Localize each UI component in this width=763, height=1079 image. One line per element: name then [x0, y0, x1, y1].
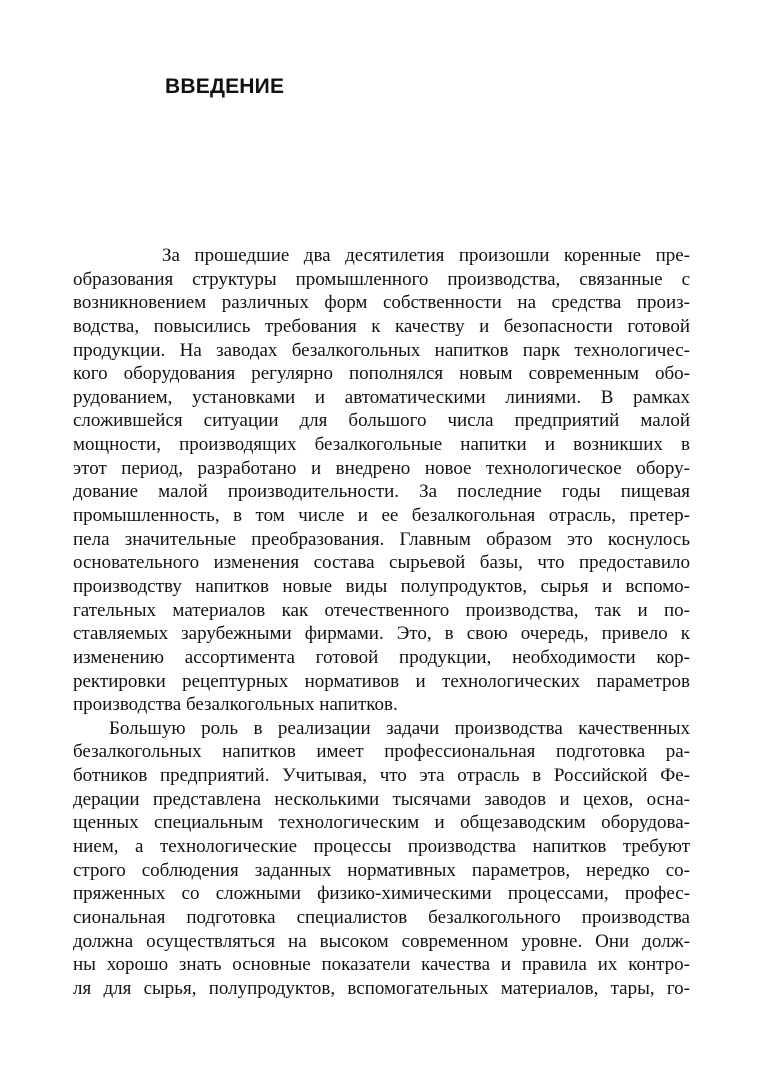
- text-line: гательных материалов как отечественного производства, так и по-: [73, 599, 690, 621]
- text-line: производству напитков новые виды полупродуктов, сырья и вспомо-: [73, 575, 690, 597]
- text-line: За прошедшие два десятилетия произошли коренные пре-: [162, 245, 690, 266]
- text-line: строго соблюдения заданных нормативных параметров, нередко со-: [73, 859, 690, 881]
- text-line: изменению ассортимента готовой продукции, необходимости кор-: [73, 646, 690, 668]
- text-line: промышленность, в том числе и ее безалкогольная отрасль, претер-: [73, 505, 690, 527]
- text-line: мощности, производящих безалкогольные напитки и возникших в: [73, 434, 690, 456]
- text-line: ля для сырья, полупродуктов, вспомогательных материалов, тары, го-: [73, 977, 690, 999]
- text-line: производства безалкогольных напитков.: [73, 694, 398, 716]
- text-line: ботников предприятий. Учитывая, что эта отрасль в Российской Фе-: [73, 765, 690, 787]
- text-line: кого оборудования регулярно пополнялся новым современным обо-: [73, 363, 690, 385]
- text-line: водства, повысились требования к качеству и безопасности готовой: [73, 315, 690, 337]
- text-line: пряженных со сложными физико-химическими процессами, профес-: [73, 883, 690, 905]
- text-line: дование малой производительности. За последние годы пищевая: [73, 481, 690, 503]
- text-line: щенных специальным технологическим и общезаводским оборудова-: [73, 812, 690, 834]
- paragraph-2: [73, 717, 690, 1001]
- text-line: нием, а технологические процессы производства напитков требуют: [73, 836, 690, 858]
- text-line: ставляемых зарубежными фирмами. Это, в свою очередь, привело к: [73, 623, 690, 645]
- text-line: дерации представлена несколькими тысячами заводов и цехов, осна-: [73, 788, 690, 810]
- text-line: возникновением различных форм собственности на средства произ-: [73, 292, 690, 314]
- text-line: продукции. На заводах безалкогольных напитков парк технологичес-: [73, 339, 690, 361]
- paragraph-1: [73, 244, 690, 717]
- text-line: этот период, разработано и внедрено новое технологическое обору-: [73, 457, 690, 479]
- page-title: ВВЕДЕНИЕ: [165, 75, 285, 98]
- text-line: безалкогольных напитков имеет профессиональная подготовка ра-: [73, 741, 690, 763]
- text-line: основательного изменения состава сырьевой базы, что предоставило: [73, 552, 690, 574]
- text-line: сиональная подготовка специалистов безалкогольного производства: [73, 906, 690, 928]
- text-line: рудованием, установками и автоматическими линиями. В рамках: [73, 386, 690, 408]
- text-line: сложившейся ситуации для большого числа предприятий малой: [73, 410, 690, 432]
- text-line: ны хорошо знать основные показатели качества и правила их контро-: [73, 954, 690, 976]
- text-line: ректировки рецептурных нормативов и технологических параметров: [73, 670, 690, 692]
- body-text: [73, 244, 690, 1001]
- text-line: пела значительные преобразования. Главным образом это коснулось: [73, 528, 690, 550]
- text-line: должна осуществляться на высоком современном уровне. Они долж-: [73, 930, 690, 952]
- text-line: образования структуры промышленного производства, связанные с: [73, 268, 690, 290]
- text-line: Большую роль в реализации задачи производства качественных: [109, 717, 690, 739]
